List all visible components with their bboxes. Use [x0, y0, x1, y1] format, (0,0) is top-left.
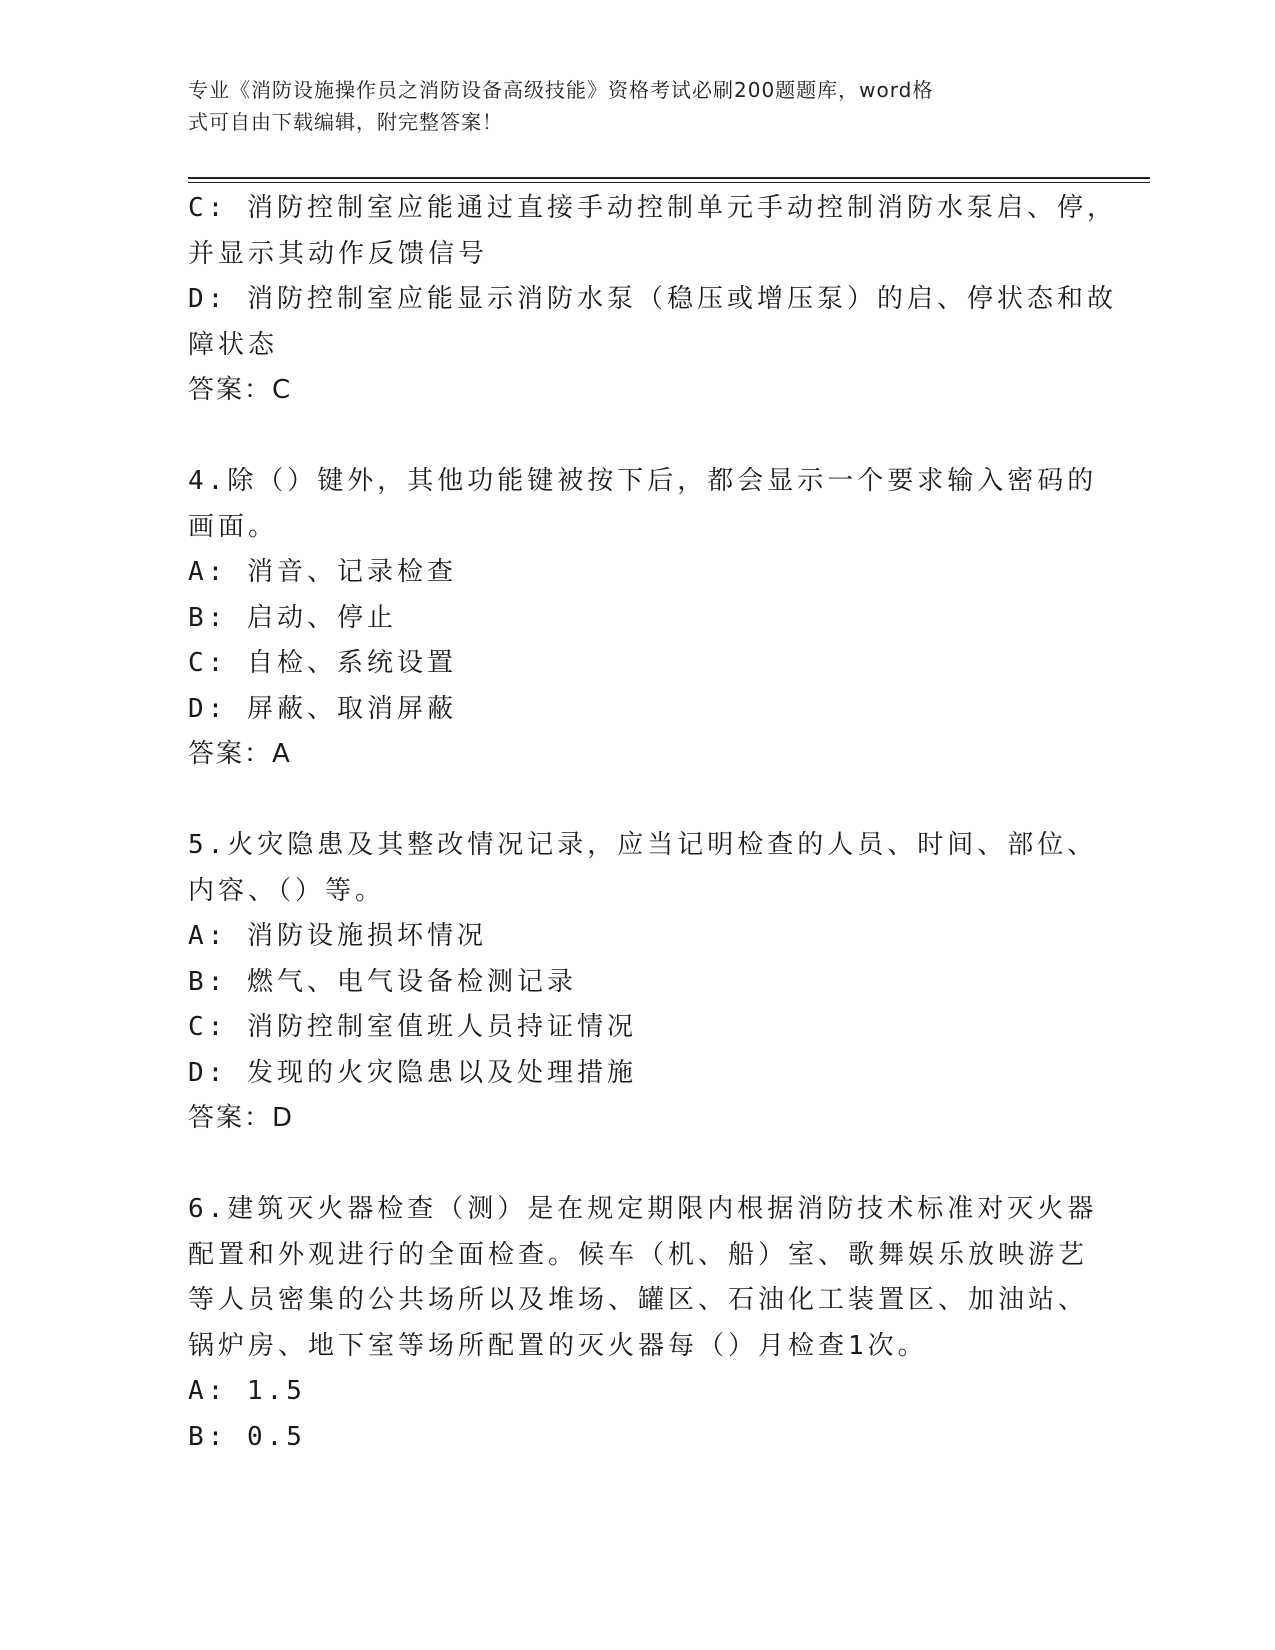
document-header [188, 74, 1068, 138]
q4-option-d: D: 屏蔽、取消屏蔽 [188, 693, 457, 724]
q4-option-c: C: 自检、系统设置 [188, 648, 457, 678]
question-content [188, 186, 1117, 1460]
header-title-line-1: 专业《消防设施操作员之消防设备高级技能》资格考试必刷200题题库，word格 [188, 78, 934, 102]
header-divider-thin [188, 182, 1150, 183]
q6-stem-line-2: 配置和外观进行的全面检查。候车（机、船）室、歌舞娱乐放映游艺 [188, 1239, 1089, 1270]
q3-answer: 答案：C [188, 375, 293, 405]
q4-stem-line-1: 4.除（）键外，其他功能键被按下后，都会显示一个要求输入密码的 [188, 466, 1098, 496]
q5-option-d: D: 发现的火灾隐患以及处理措施 [188, 1057, 637, 1088]
q4-option-b: B: 启动、停止 [188, 602, 397, 633]
question-4 [188, 459, 1098, 778]
q4-stem-line-2: 画面。 [188, 511, 279, 542]
q6-option-b: B: 0.5 [188, 1421, 306, 1452]
spacer [188, 778, 1088, 824]
q5-option-b: B: 燃气、电气设备检测记录 [188, 966, 577, 997]
q5-stem-line-1: 5.火灾隐患及其整改情况记录，应当记明检查的人员、时间、部位、 [188, 830, 1098, 860]
q3-option-c-line-2: 并显示其动作反馈信号 [188, 238, 489, 269]
question-5 [188, 823, 1098, 1142]
q5-option-c: C: 消防控制室值班人员持证情况 [188, 1012, 637, 1042]
header-title-line-2: 式可自由下载编辑，附完整答案！ [188, 110, 503, 134]
question-6 [188, 1187, 1098, 1460]
question-3 [188, 186, 1117, 414]
q6-stem-line-1: 6.建筑灭火器检查（测）是在规定期限内根据消防技术标准对灭火器 [188, 1194, 1098, 1224]
spacer [188, 414, 1088, 460]
q3-option-c-line-1: C: 消防控制室应能通过直接手动控制单元手动控制消防水泵启、停， [188, 193, 1117, 223]
q5-option-a: A: 消防设施损坏情况 [188, 921, 487, 951]
header-divider-thick [188, 177, 1150, 179]
q4-option-a: A: 消音、记录检查 [188, 557, 457, 587]
q6-stem-line-3: 等人员密集的公共场所以及堆场、罐区、石油化工装置区、加油站、 [188, 1285, 1089, 1315]
q5-stem-line-2: 内容、（）等。 [188, 875, 386, 906]
q3-option-d-line-1: D: 消防控制室应能显示消防水泵（稳压或增压泵）的启、停状态和故 [188, 284, 1117, 314]
q4-answer: 答案：A [188, 739, 292, 769]
q3-option-d-line-2: 障状态 [188, 329, 279, 360]
spacer [188, 1142, 1088, 1188]
q5-answer: 答案：D [188, 1103, 295, 1133]
q6-option-a: A: 1.5 [188, 1376, 306, 1406]
q6-stem-line-4: 锅炉房、地下室等场所配置的灭火器每（）月检查1次。 [188, 1330, 928, 1361]
